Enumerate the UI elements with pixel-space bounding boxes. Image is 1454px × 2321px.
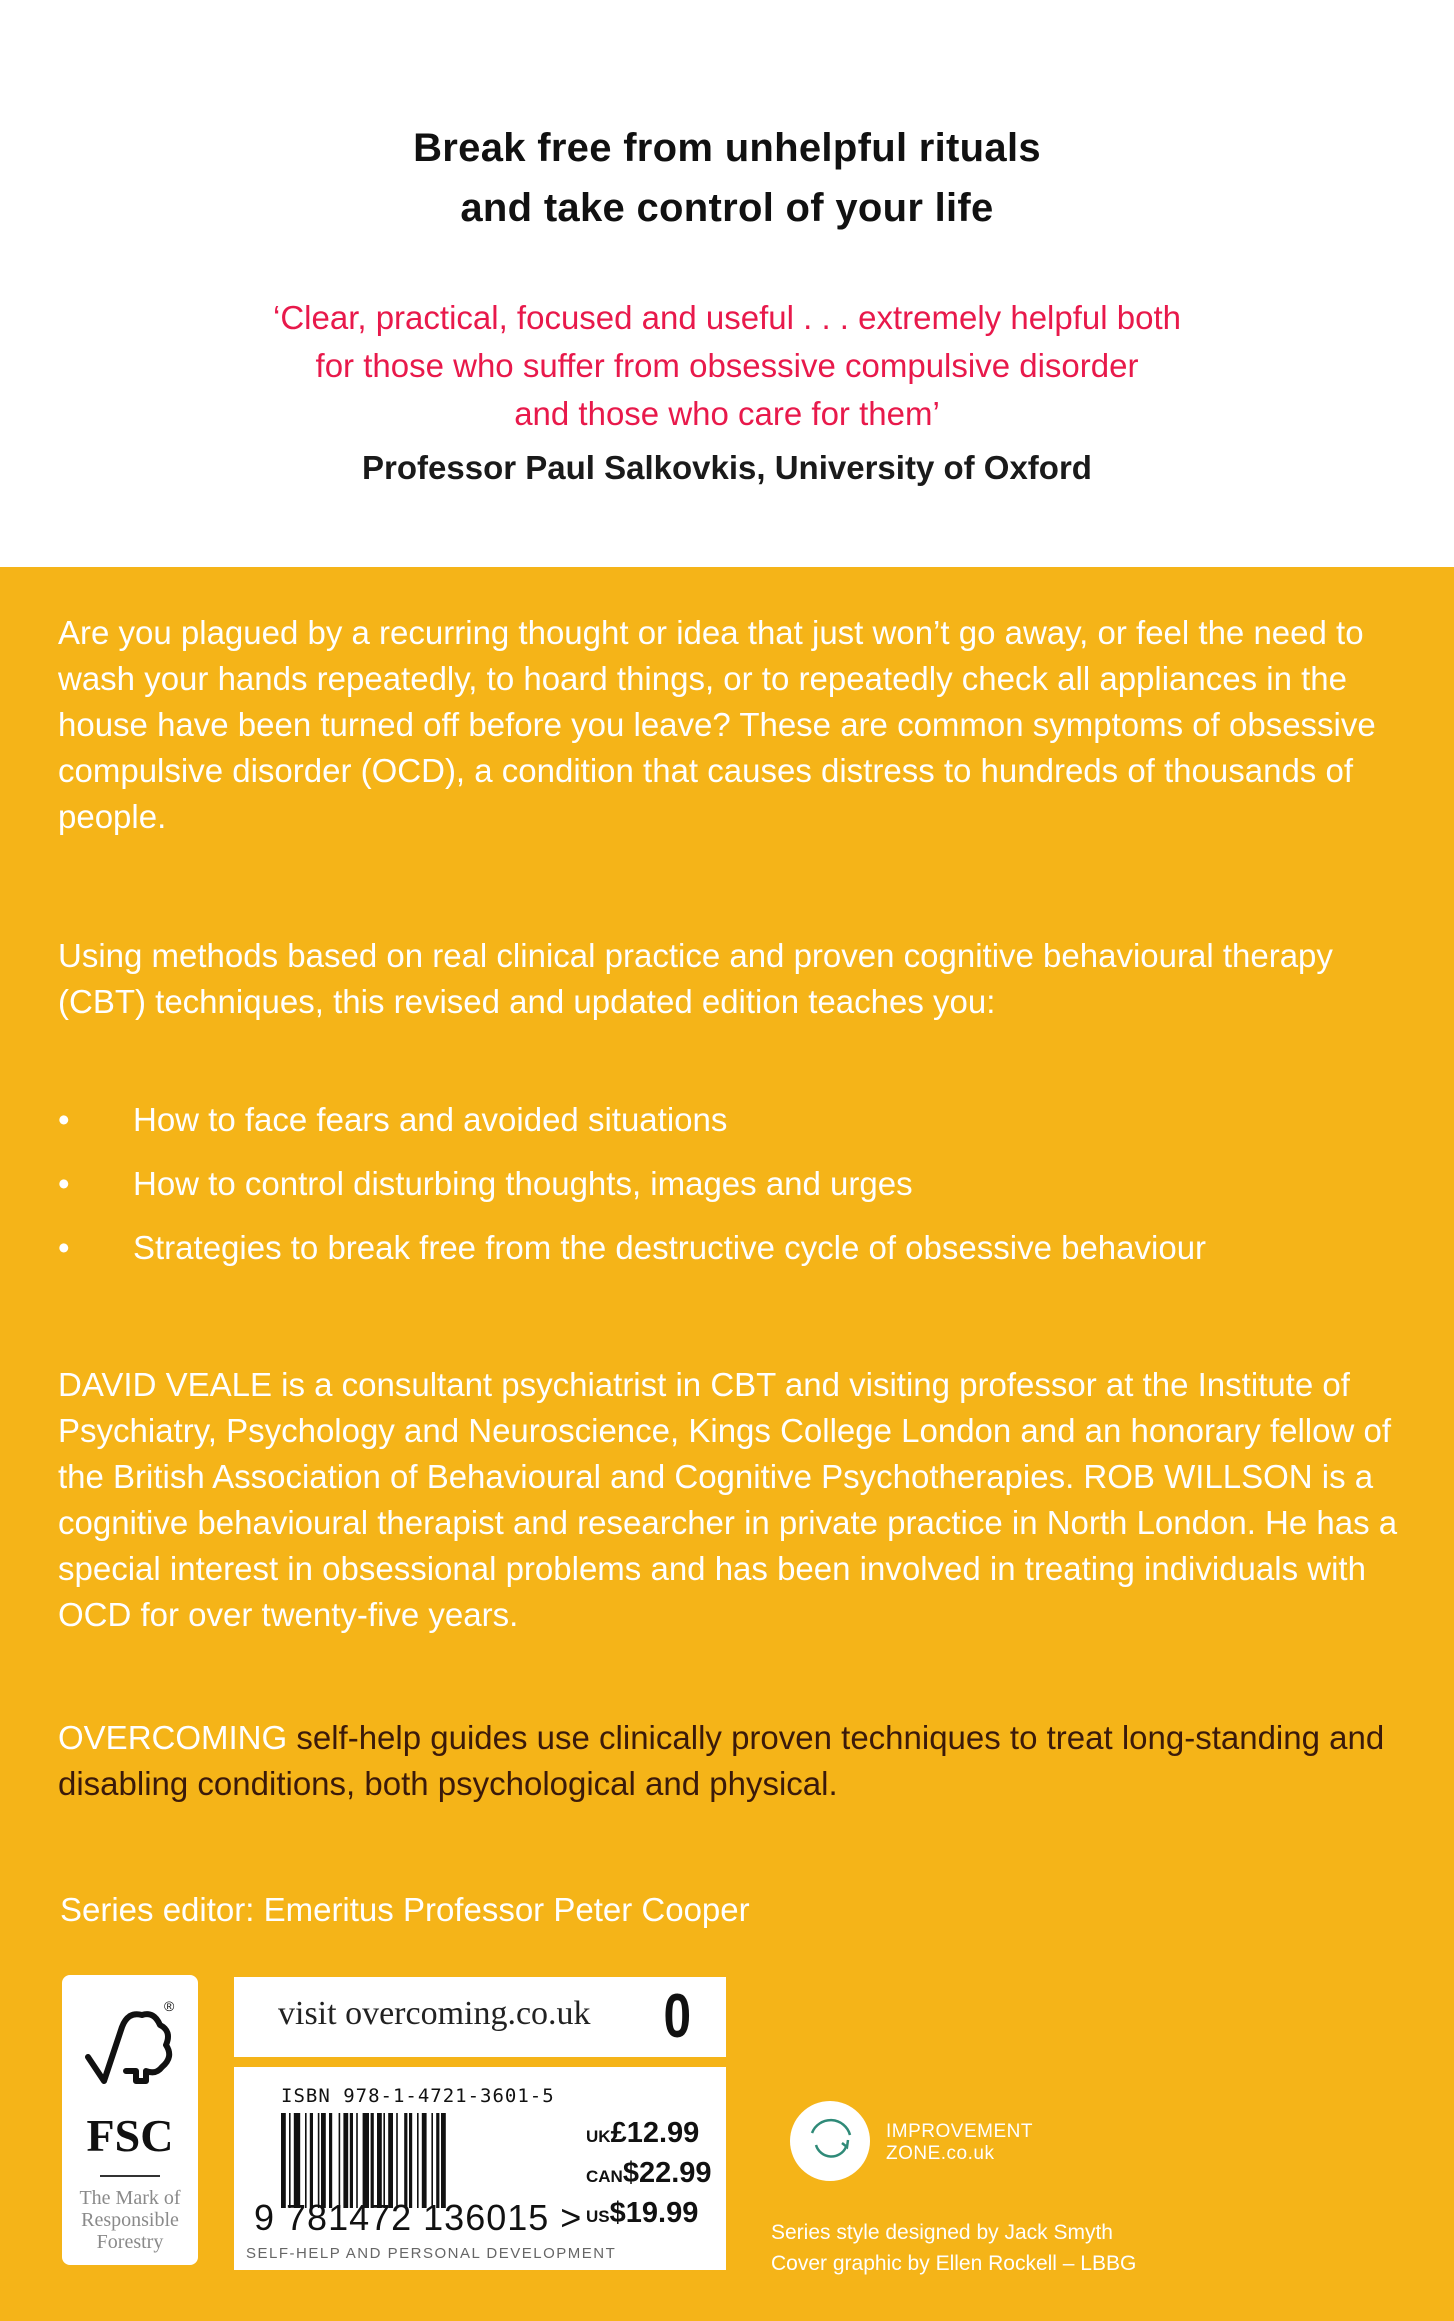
list-item (58, 1097, 1418, 1143)
series-editor: Series editor: Emeritus Professor Peter Cooper (60, 1891, 750, 1928)
barcode-bar (396, 2113, 398, 2208)
series-blurb (58, 1715, 1428, 1807)
list-item-text: Strategies to break free from the destructive cycle of obsessive behaviour (133, 1229, 1207, 1266)
barcode-bar (363, 2113, 369, 2208)
price-can (586, 2155, 712, 2195)
improvement-zone-line-2: ZONE.co.uk (886, 2143, 995, 2164)
quote-line-2: for those who suffer from obsessive compulsive disorder (315, 347, 1139, 384)
barcode-box (234, 2067, 726, 2270)
tagline-line-1: Break free from unhelpful rituals (413, 126, 1041, 170)
price-amount: £12.99 (610, 2117, 700, 2149)
quote-line-3: and those who care for them’ (514, 395, 940, 432)
barcode-bar (371, 2113, 374, 2208)
barcode-bar (343, 2113, 348, 2208)
price-currency: CAN (586, 2167, 623, 2186)
bullet-icon: • (58, 1229, 70, 1266)
barcode-number: 9 781472 136015 > (254, 2197, 583, 2238)
design-credits (771, 2217, 1136, 2279)
barcode-bar (339, 2113, 341, 2208)
list-item (58, 1225, 1418, 1271)
fsc-tree-check-icon (80, 1997, 180, 2107)
cover-credit: Cover graphic by Ellen Rockell – LBBG (771, 2252, 1137, 2275)
improvement-zone-line-1: IMPROVEMENT (886, 2121, 1033, 2142)
price-currency: UK (586, 2127, 611, 2146)
price-amount: $19.99 (609, 2197, 699, 2229)
barcode-bar (305, 2113, 307, 2208)
barcode-bar (422, 2113, 427, 2208)
list-item-text: How to face fears and avoided situations (133, 1101, 728, 1138)
isbn-label: ISBN 978-1-4721-3601-5 (281, 2085, 555, 2107)
improvement-zone-circle (790, 2101, 870, 2181)
barcode-bar (441, 2113, 446, 2208)
barcode-icon (281, 2113, 571, 2208)
series-blurb-text: self-help guides use clinically proven techniques to treat long-standing and disabling conditions, both psychological and physical. (58, 1719, 1385, 1802)
barcode-bar (356, 2113, 358, 2208)
website-box (234, 1977, 726, 2057)
fsc-divider (100, 2175, 160, 2177)
cycle-arrow-icon (800, 2111, 860, 2171)
fsc-badge (62, 1975, 198, 2265)
barcode-bar (409, 2113, 412, 2208)
registered-mark: ® (164, 1998, 175, 2014)
fsc-mark-text (62, 2187, 198, 2253)
bullet-icon: • (58, 1165, 70, 1202)
fsc-mark-line: Forestry (96, 2231, 164, 2253)
barcode-bar (318, 2113, 320, 2208)
price-uk (586, 2115, 712, 2155)
barcode-bar (310, 2113, 313, 2208)
series-brand: OVERCOMING (58, 1719, 288, 1756)
barcode-bar (388, 2113, 393, 2208)
benefits-list (58, 1097, 1418, 1289)
design-credit: Series style designed by Jack Smyth (771, 2221, 1113, 2244)
barcode-bar (289, 2113, 291, 2208)
price-currency: US (586, 2207, 610, 2226)
subject-category: SELF-HELP AND PERSONAL DEVELOPMENT (246, 2245, 617, 2262)
quote-attribution: Professor Paul Salkovkis, University of Oxford (362, 449, 1092, 486)
tagline-line-2: and take control of your life (460, 186, 994, 230)
price-us (586, 2195, 712, 2235)
methods-paragraph: Using methods based on real clinical practice and proven cognitive behavioural therapy (CBT) techniques, this revised and updated edition teaches you: (58, 937, 1333, 1020)
bullet-icon: • (58, 1101, 70, 1138)
list-item-text: How to control disturbing thoughts, images and urges (133, 1165, 913, 1202)
category-code: 0 (662, 1982, 691, 2051)
barcode-bar (436, 2113, 439, 2208)
improvement-zone-text (886, 2121, 1033, 2165)
website-url[interactable]: visit overcoming.co.uk (278, 1995, 591, 2032)
tagline (0, 118, 1454, 238)
top-white-panel (0, 0, 1454, 567)
barcode-bar (404, 2113, 407, 2208)
barcode-bar (294, 2113, 300, 2208)
barcode-bar (321, 2113, 326, 2208)
barcode-bar (431, 2113, 433, 2208)
price-amount: $22.99 (622, 2157, 712, 2189)
fsc-mark-line: Responsible (81, 2209, 179, 2231)
barcode-bar (329, 2113, 332, 2208)
quote-line-1: ‘Clear, practical, focused and useful . . . extremely helpful both (273, 299, 1181, 336)
price-list (586, 2115, 712, 2235)
fsc-mark-line: The Mark of (79, 2187, 181, 2209)
barcode-bar (350, 2113, 353, 2208)
review-quote (0, 294, 1454, 438)
authors-bio: DAVID VEALE is a consultant psychiatrist in CBT and visiting professor at the Institute of Psychiatry, Psychology and Neuroscience, Kings College London and an honorary fellow of the British Association of Behavioural and Cognitive Psychotherapies. ROB WILLSON is a cognitive behavioural therapist and researcher in private practice in North London. He has a special interest in obsessional problems and has been involved in treating individuals with OCD for over twenty-five years. (58, 1366, 1398, 1633)
barcode-bar (377, 2113, 382, 2208)
fsc-logo-text: FSC (86, 2110, 174, 2161)
intro-paragraph: Are you plagued by a recurring thought or idea that just won’t go away, or feel the need to wash your hands repeatedly, to hoard things, or to repeatedly check all appliances in the house have been turned off before you leave? These are common symptoms of obsessive compulsive disorder (OCD), a condition that causes distress to hundreds of thousands of people. (58, 614, 1376, 835)
barcode-bar (281, 2113, 286, 2208)
list-item (58, 1161, 1418, 1207)
barcode-bar (383, 2113, 385, 2208)
barcode-bar (417, 2113, 419, 2208)
